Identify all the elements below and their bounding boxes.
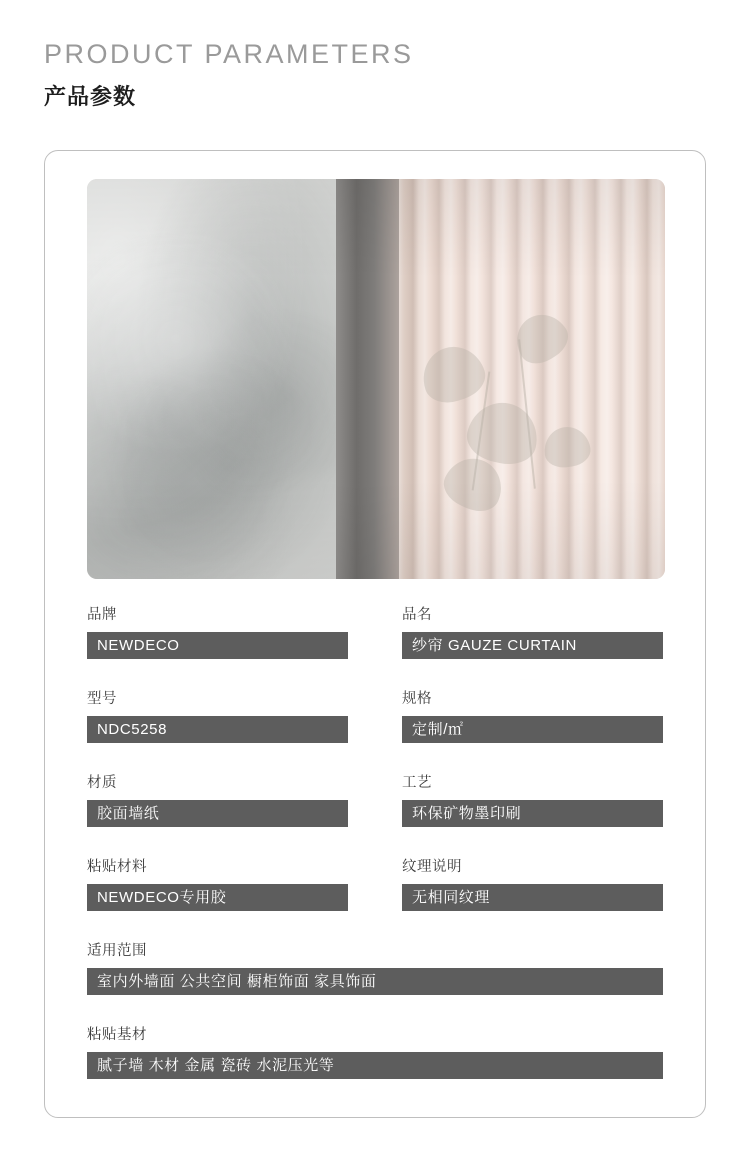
page-title-en: PRODUCT PARAMETERS bbox=[44, 39, 414, 69]
spec-value: 定制/㎡ bbox=[402, 716, 663, 743]
spec-cell-texture-note bbox=[402, 855, 663, 911]
spec-cell-model bbox=[87, 687, 348, 743]
spec-label: 工艺 bbox=[402, 775, 432, 791]
spec-label: 品名 bbox=[402, 607, 432, 623]
spec-table bbox=[87, 603, 663, 1107]
spec-label: 纹理说明 bbox=[402, 859, 462, 875]
spec-value: NDC5258 bbox=[87, 716, 348, 743]
spec-cell-specification bbox=[402, 687, 663, 743]
spec-cell-material bbox=[87, 771, 348, 827]
spec-value: NEWDECO专用胶 bbox=[87, 884, 348, 911]
parameters-card bbox=[44, 150, 706, 1118]
spec-label: 粘贴基材 bbox=[87, 1027, 147, 1043]
spec-value: 腻子墙 木材 金属 瓷砖 水泥压光等 bbox=[87, 1052, 663, 1079]
product-image-inner bbox=[87, 179, 665, 579]
spec-value: 环保矿物墨印刷 bbox=[402, 800, 663, 827]
spec-row bbox=[87, 603, 663, 659]
page-title-cn: 产品参数 bbox=[44, 84, 137, 110]
spec-label: 材质 bbox=[87, 775, 117, 791]
image-vignette bbox=[87, 179, 665, 579]
spec-cell-craft bbox=[402, 771, 663, 827]
spec-cell-substrate bbox=[87, 1023, 663, 1079]
product-image bbox=[87, 179, 665, 579]
spec-value: 纱帘 GAUZE CURTAIN bbox=[402, 632, 663, 659]
spec-label: 适用范围 bbox=[87, 943, 147, 959]
spec-label: 型号 bbox=[87, 691, 117, 707]
spec-value: 室内外墙面 公共空间 橱柜饰面 家具饰面 bbox=[87, 968, 663, 995]
spec-row bbox=[87, 855, 663, 911]
spec-row bbox=[87, 687, 663, 743]
spec-row bbox=[87, 771, 663, 827]
page-header bbox=[0, 0, 750, 111]
spec-cell-brand bbox=[87, 603, 348, 659]
spec-value: 无相同纹理 bbox=[402, 884, 663, 911]
spec-row bbox=[87, 1023, 663, 1079]
spec-cell-application-scope bbox=[87, 939, 663, 995]
spec-cell-product-name bbox=[402, 603, 663, 659]
spec-label: 品牌 bbox=[87, 607, 117, 623]
spec-value: 胶面墙纸 bbox=[87, 800, 348, 827]
spec-value: NEWDECO bbox=[87, 632, 348, 659]
spec-label: 粘贴材料 bbox=[87, 859, 147, 875]
spec-row bbox=[87, 939, 663, 995]
spec-cell-adhesive bbox=[87, 855, 348, 911]
spec-label: 规格 bbox=[402, 691, 432, 707]
